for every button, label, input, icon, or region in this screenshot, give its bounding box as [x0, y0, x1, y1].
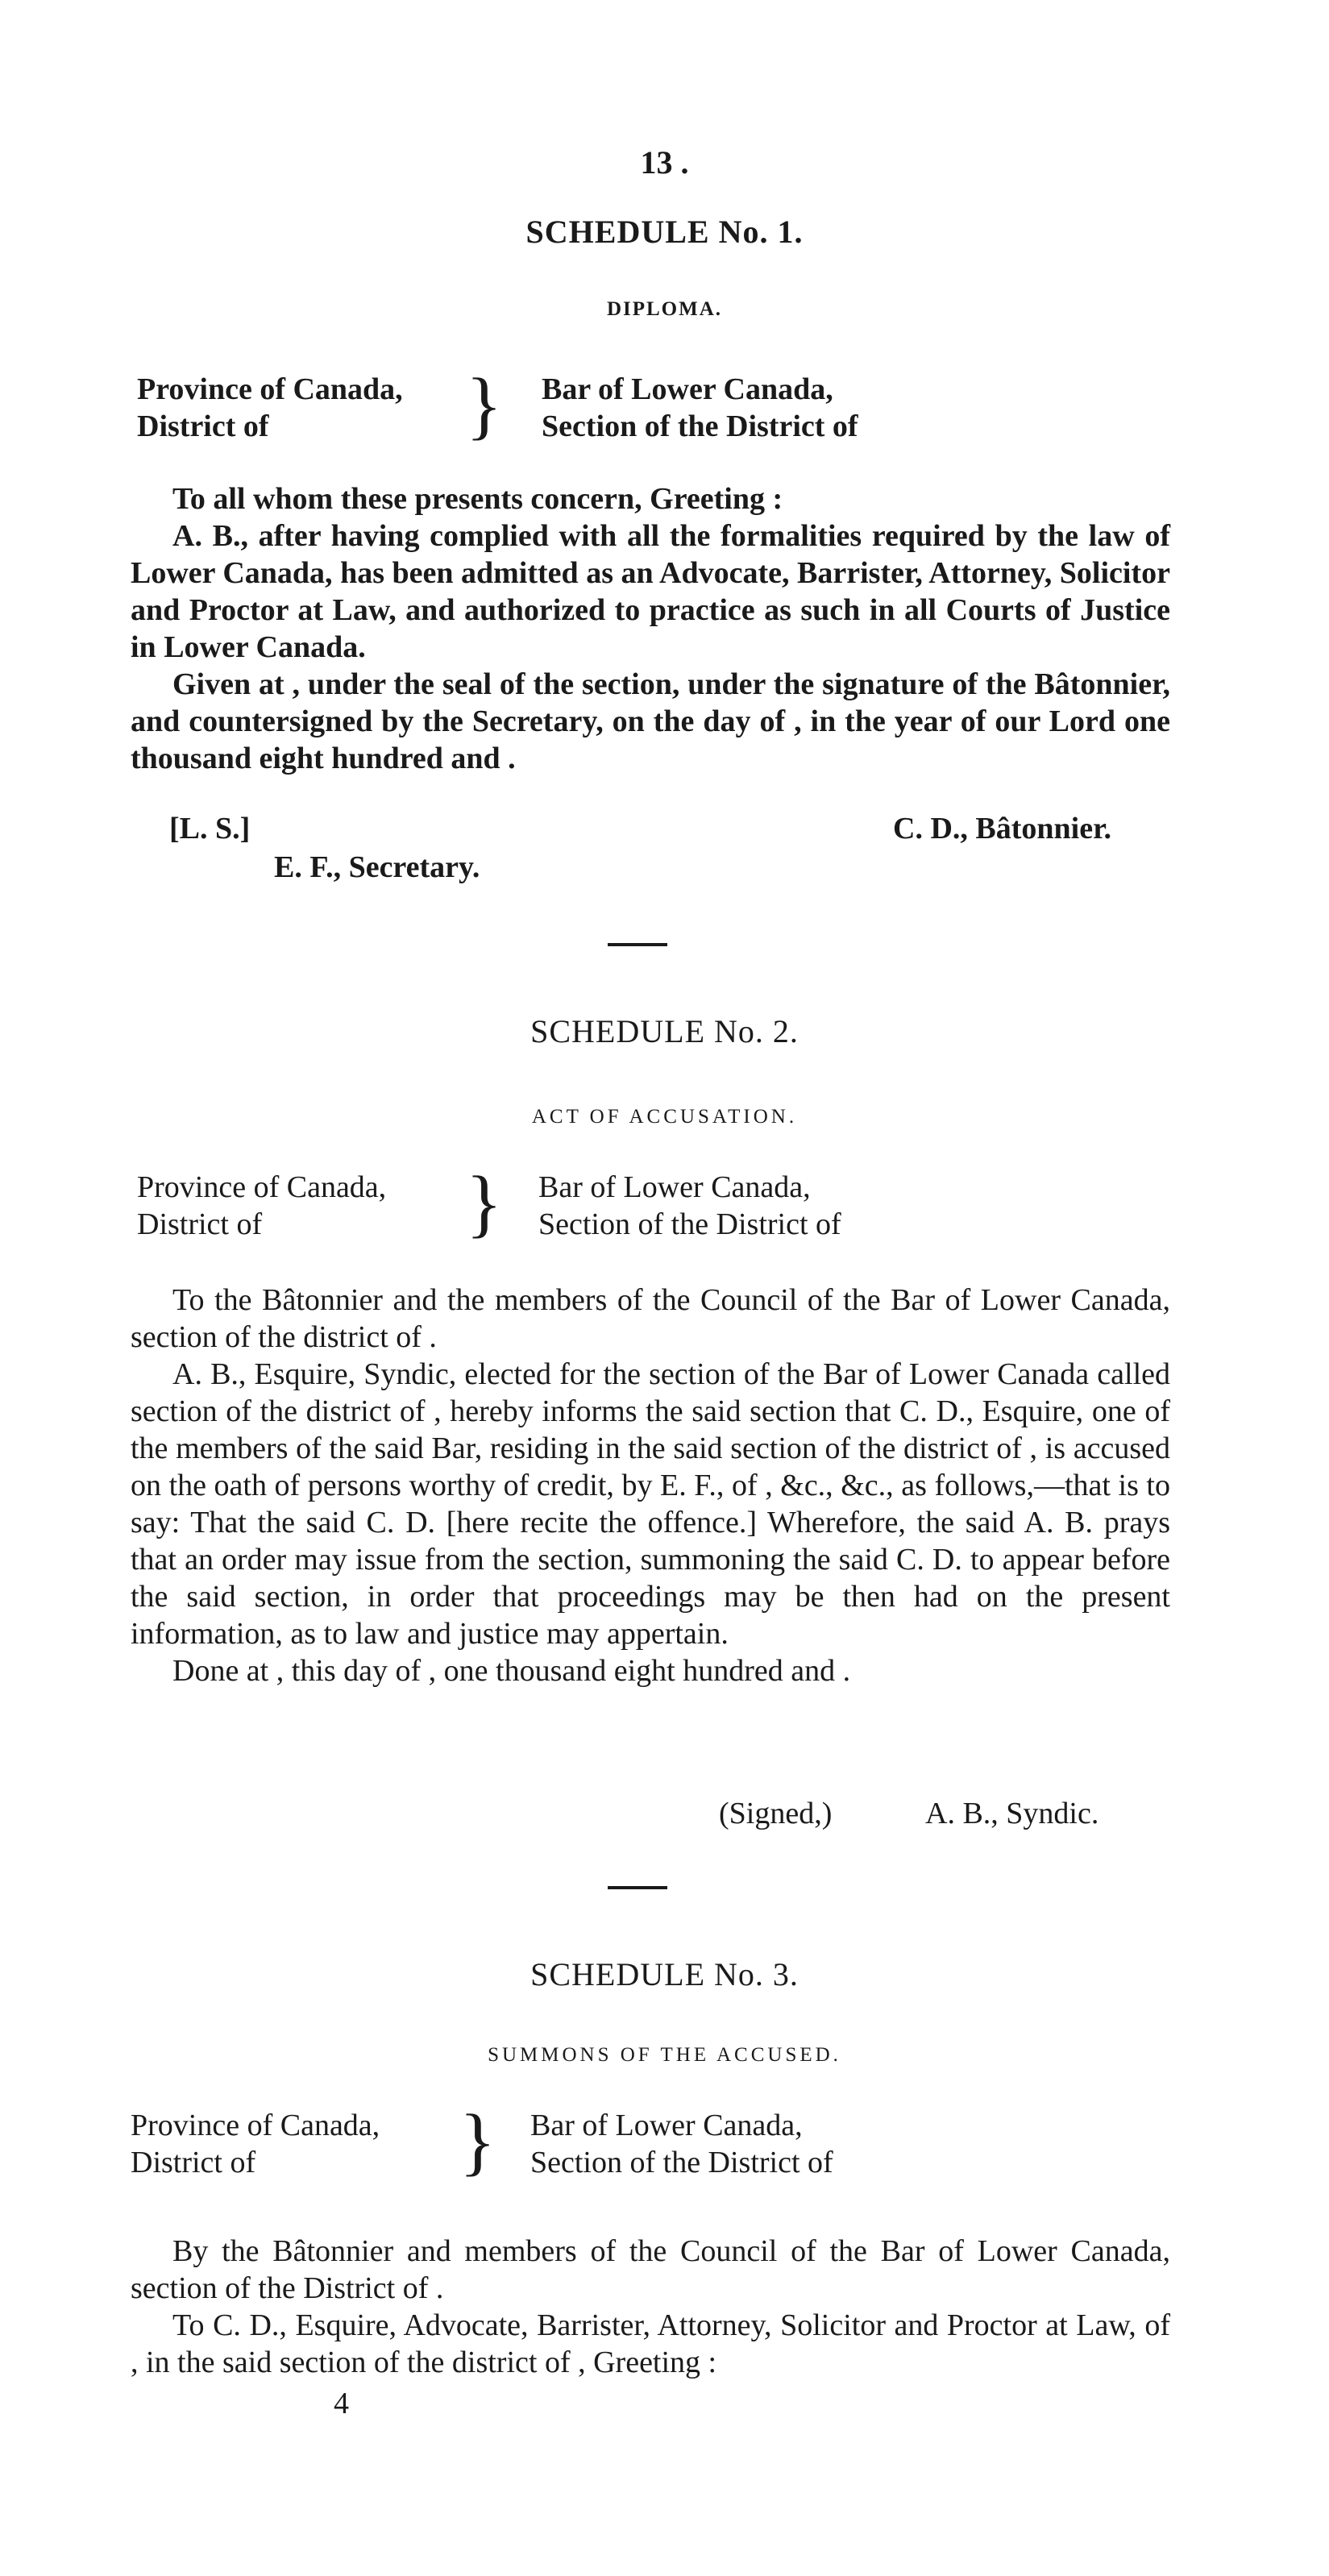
schedule-2-signed-label: (Signed,)	[719, 1797, 833, 1830]
schedule-1-paragraph: A. B., after having complied with all the formalities required by the law of Lower Canada, has been admitted as an Advocate, Barrister, Attorney, Solicitor and Proctor at Law, and authorized to practice as such in all Courts of Justice in Lower Canada.	[131, 519, 1170, 664]
section-divider	[608, 943, 667, 946]
schedule-2-district: District of	[137, 1207, 263, 1241]
schedule-1-title: SCHEDULE No. 1.	[525, 214, 804, 250]
schedule-3-bar: Bar of Lower Canada,	[530, 2109, 803, 2142]
schedule-2-brace: }	[466, 1161, 503, 1245]
schedule-2-body	[131, 1282, 1170, 1689]
printer-signature-mark: 4	[334, 2387, 349, 2420]
schedule-3-body	[131, 2233, 1170, 2381]
schedule-1-section: Section of the District of	[542, 409, 858, 443]
schedule-2-province: Province of Canada,	[137, 1170, 387, 1204]
schedule-1-signatory: C. D., Bâtonnier.	[893, 812, 1111, 846]
schedule-3-district: District of	[131, 2146, 256, 2179]
schedule-2-paragraph: To the Bâtonnier and the members of the Council of the Bar of Lower Canada, section of the district of .	[131, 1283, 1170, 1354]
schedule-2-bar: Bar of Lower Canada,	[538, 1170, 811, 1204]
schedule-1-secretary: E. F., Secretary.	[274, 850, 480, 884]
schedule-1-province: Province of Canada,	[137, 372, 403, 406]
schedule-3-province: Province of Canada,	[131, 2109, 380, 2142]
schedule-1-subtitle: DIPLOMA.	[606, 298, 723, 320]
schedule-1-paragraph: To all whom these presents concern, Greeting :	[172, 482, 783, 516]
schedule-3-paragraph: By the Bâtonnier and members of the Council of the Bar of Lower Canada, section of the District of .	[131, 2234, 1170, 2305]
schedule-3-title: SCHEDULE No. 3.	[530, 1956, 799, 1992]
schedule-2-subtitle: ACT OF ACCUSATION.	[531, 1106, 798, 1128]
schedule-3-section: Section of the District of	[530, 2146, 833, 2179]
schedule-1-brace: }	[466, 364, 503, 447]
schedule-2-paragraph: A. B., Esquire, Syndic, elected for the section of the Bar of Lower Canada called section of the district of , hereby informs the said section that C. D., Esquire, one of the members of the said Bar, residing in the said section of the district of , is accused on the oath of persons worthy of credit, by E. F., of , &c., &c., as follows,—that is to say: That the said C. D. [here recite the offence.] Wherefore, the said A. B. prays that an order may issue from the section, summoning the said C. D. to appear before the said section, in order that proceedings may be then had on the present information, as to law and justice may appertain.	[131, 1357, 1170, 1651]
page-number: 13 .	[640, 144, 689, 181]
schedule-3-subtitle: SUMMONS OF THE ACCUSED.	[488, 2044, 841, 2066]
schedule-2-signatory: A. B., Syndic.	[925, 1797, 1099, 1830]
schedule-1-paragraph: Given at , under the seal of the section, under the signature of the Bâtonnier, and countersigned by the Secretary, on the day of , in the year of our Lord one thousand eight hundred and .	[131, 667, 1170, 775]
schedule-1-seal: [L. S.]	[169, 812, 251, 846]
schedule-1-bar: Bar of Lower Canada,	[542, 372, 833, 406]
schedule-2-paragraph: Done at , this day of , one thousand eight hundred and .	[172, 1654, 851, 1688]
schedule-2-section: Section of the District of	[538, 1207, 841, 1241]
schedule-3-paragraph: To C. D., Esquire, Advocate, Barrister, Attorney, Solicitor and Proctor at Law, of , in the said section of the district of , Greeting :	[131, 2308, 1170, 2379]
section-divider	[608, 1886, 667, 1889]
schedule-1-body	[131, 480, 1170, 777]
schedule-1-district: District of	[137, 409, 269, 443]
schedule-3-brace: }	[459, 2100, 496, 2183]
schedule-2-title: SCHEDULE No. 2.	[530, 1013, 799, 1049]
